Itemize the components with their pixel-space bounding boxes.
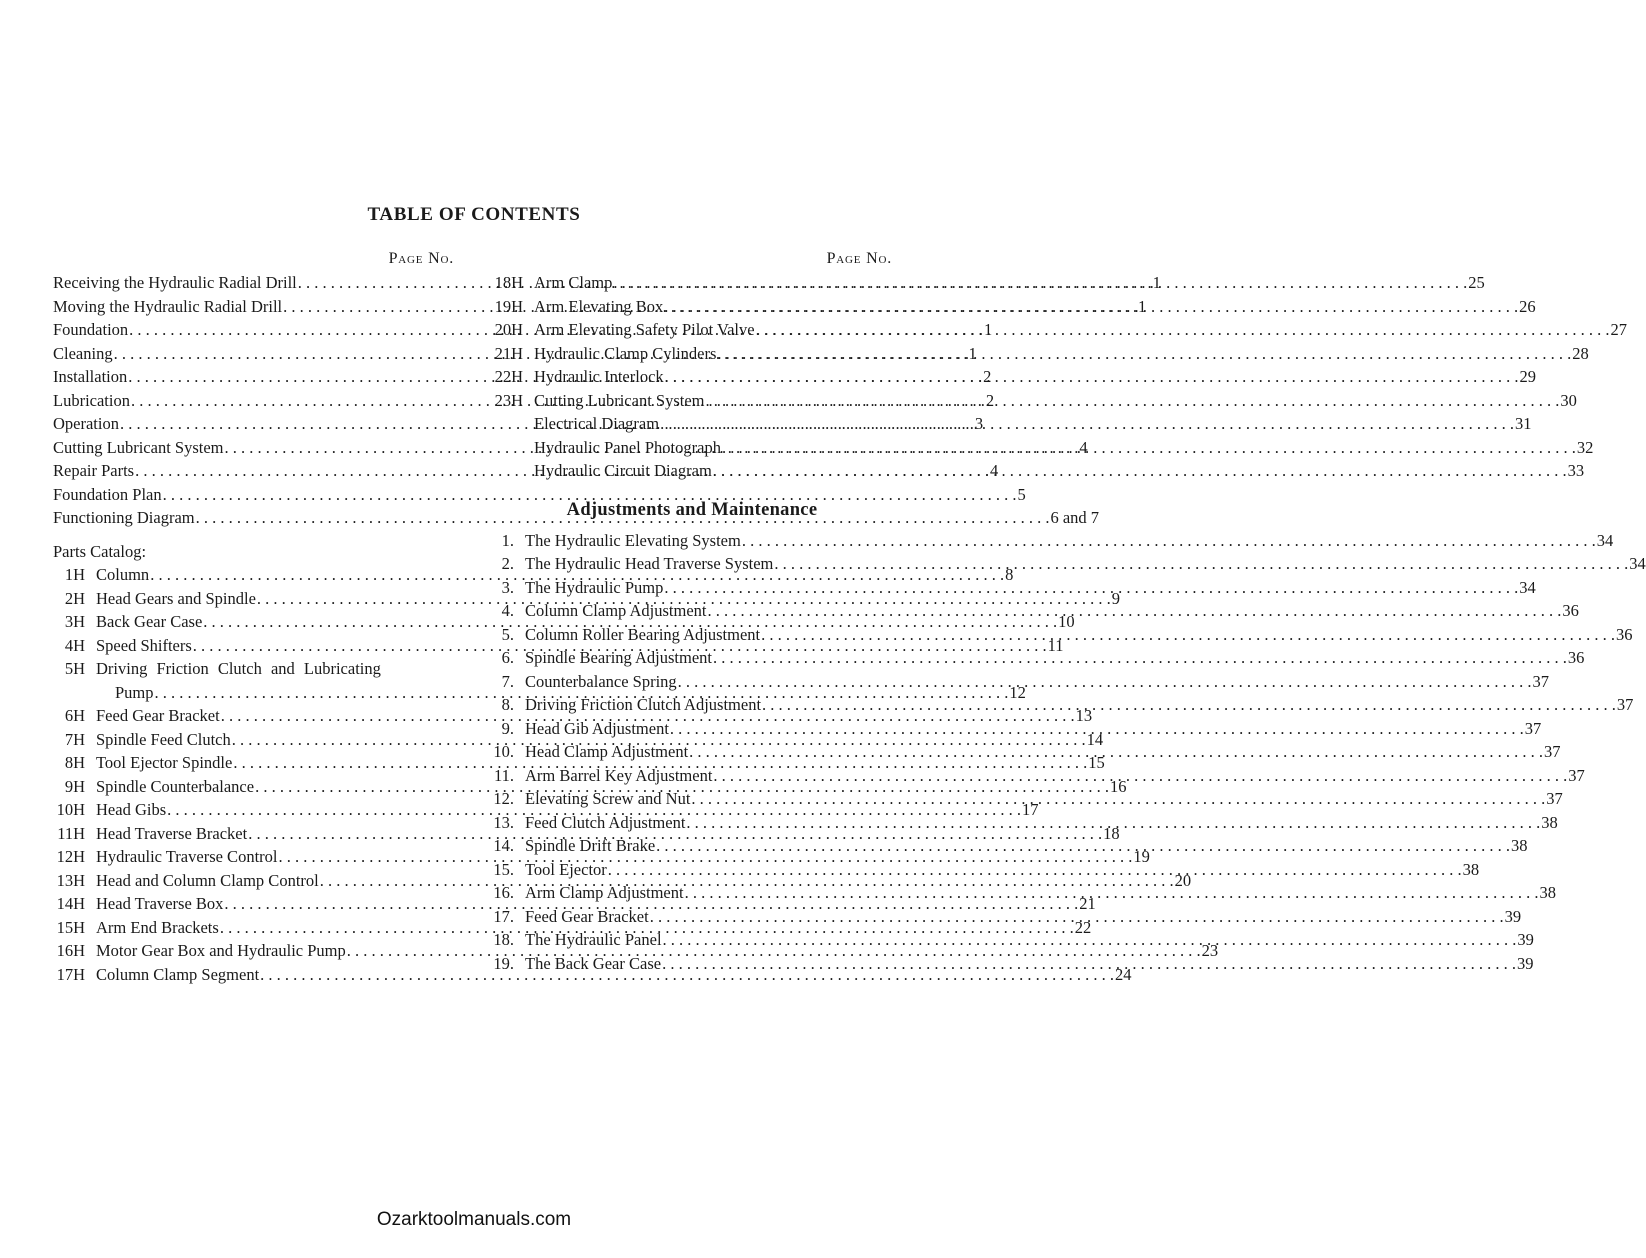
entry-title: Head Gib Adjustment — [525, 718, 669, 738]
entry-number: 16. — [493, 883, 514, 902]
entry-number: 6. — [501, 648, 514, 667]
entry-number: 18. — [493, 930, 514, 949]
entry-page: 28 — [1572, 343, 1589, 363]
entry-page: 29 — [1519, 367, 1537, 386]
entry-page: 12 — [1009, 682, 1026, 702]
entry-page: 37 — [1568, 765, 1585, 785]
toc-entry — [492, 271, 1485, 295]
entry-number: 23H — [494, 390, 523, 410]
entry-page: 27 — [1610, 320, 1627, 339]
entry-number: 8. — [501, 695, 514, 714]
entry-number: 3H — [64, 612, 85, 631]
dot-leader — [756, 318, 1610, 342]
entry-page: 10 — [1058, 612, 1075, 631]
entry-number: 1H — [64, 565, 85, 584]
page-no-header — [492, 247, 892, 271]
entry-page: 39 — [1504, 906, 1522, 926]
dot-leader — [660, 412, 1514, 436]
entry-title: Hydraulic Panel Photograph — [534, 437, 721, 457]
entry-title: Head Gears and Spindle — [96, 588, 256, 608]
entry-number: 15. — [493, 859, 514, 879]
entry-title: Spindle Feed Clutch — [96, 729, 231, 749]
entry-page: 31 — [1514, 414, 1532, 433]
entry-page: 39 — [1517, 930, 1534, 949]
entry-page: 13 — [1075, 706, 1093, 725]
entry-page: 25 — [1468, 273, 1485, 292]
dot-leader — [774, 552, 1628, 576]
entry-title: Tool Ejector Spindle — [96, 753, 233, 772]
entry-title: Head Traverse Box — [96, 894, 224, 913]
entry-page: 1 — [984, 320, 993, 339]
dot-leader — [670, 717, 1524, 741]
entry-title: The Hydraulic Pump — [525, 577, 664, 597]
entry-page: 33 — [1567, 461, 1585, 480]
entry-page: 26 — [1519, 296, 1536, 316]
entry-title: Arm Elevating Safety Pilot Valve — [534, 320, 755, 339]
entry-page: 2 — [983, 367, 992, 386]
entry-number: 10H — [56, 800, 85, 819]
entry-title: Installation — [53, 367, 128, 386]
entry-number: 2H — [64, 588, 85, 608]
entry-title: Feed Clutch Adjustment — [525, 812, 686, 832]
dot-leader — [713, 646, 1567, 670]
dot-leader — [664, 576, 1518, 600]
dot-leader — [722, 436, 1576, 460]
entry-page: 18 — [1103, 823, 1120, 843]
entry-title: Arm Clamp — [534, 273, 613, 292]
entry-page: 15 — [1088, 753, 1105, 772]
entry-number: 7H — [64, 729, 85, 749]
toc-entry — [492, 365, 1537, 389]
entry-title: Lubrication — [53, 390, 130, 410]
entry-title: Column Clamp Adjustment — [525, 601, 707, 620]
toc-entry — [492, 576, 1536, 600]
entry-page: 39 — [1516, 953, 1534, 973]
entry-number: 12H — [56, 847, 85, 866]
entry-number: 15H — [56, 917, 85, 937]
entry-page: 24 — [1115, 964, 1132, 984]
adjustments-heading: Adjustments and Maintenance — [566, 499, 818, 520]
dot-leader — [761, 623, 1615, 647]
dot-leader — [762, 693, 1616, 717]
dot-leader — [663, 928, 1517, 952]
entry-number: 4H — [64, 635, 85, 655]
entry-number: 12. — [493, 789, 514, 808]
entry-number: 19. — [493, 953, 514, 973]
dot-leader — [706, 389, 1560, 413]
entry-page: 36 — [1615, 624, 1633, 644]
entry-number: 21H — [494, 343, 523, 363]
entry-title: Speed Shifters — [96, 635, 192, 655]
entry-title: Head and Column Clamp Control — [96, 870, 319, 890]
entry-title: Arm End Brackets — [96, 917, 219, 937]
toc-entry — [492, 295, 1536, 319]
parts-catalog-heading: Parts Catalog: — [53, 541, 147, 561]
entry-page: 32 — [1576, 437, 1594, 457]
entry-page: 1 — [1152, 273, 1161, 292]
dot-leader — [708, 599, 1562, 623]
dot-leader — [656, 834, 1510, 858]
dot-leader — [665, 365, 1519, 389]
entry-title: Motor Gear Box and Hydraulic Pump — [96, 941, 346, 960]
entry-number: 1. — [501, 530, 514, 550]
toc-entry — [492, 389, 1577, 413]
entry-page: 21 — [1079, 894, 1096, 913]
entry-title: Foundation Plan — [53, 484, 162, 504]
entry-title: Foundation — [53, 320, 129, 339]
entry-page: 20 — [1174, 870, 1192, 890]
entry-number: 11. — [493, 765, 514, 785]
entry-title: Counterbalance Spring — [525, 671, 677, 691]
toc-entry — [492, 646, 1585, 670]
entry-title: The Hydraulic Panel — [525, 930, 662, 949]
toc-entry — [492, 318, 1627, 342]
entry-page: 14 — [1086, 729, 1104, 749]
entry-title: Hydraulic Circuit Diagram — [534, 461, 712, 480]
entry-number: 10. — [493, 742, 514, 761]
entry-page: 30 — [1560, 390, 1577, 410]
entry-title: Hydraulic Clamp Cylinders — [534, 343, 717, 363]
entry-page: 36 — [1562, 601, 1579, 620]
dot-leader — [650, 905, 1504, 929]
entry-number: 2. — [501, 554, 514, 573]
entry-title: Hydraulic Traverse Control — [96, 847, 278, 866]
entry-page: 37 — [1544, 742, 1561, 761]
entry-page: 38 — [1541, 812, 1558, 832]
entry-title: Operation — [53, 414, 119, 433]
entry-title: Hydraulic Interlock — [534, 367, 664, 386]
entry-page: 4 — [989, 461, 999, 480]
entry-page: 34 — [1596, 530, 1614, 550]
entry-page: 37 — [1532, 671, 1550, 691]
entry-page: 19 — [1133, 847, 1150, 866]
entry-title: Head Traverse Bracket — [96, 823, 248, 843]
entry-title: Arm Clamp Adjustment — [525, 883, 684, 902]
dot-leader — [686, 811, 1540, 835]
entry-page: 1 — [1138, 296, 1147, 316]
toc-entry — [492, 459, 1585, 483]
page-title: TABLE OF CONTENTS — [367, 204, 581, 225]
entry-number: 16H — [56, 941, 85, 960]
entry-number: 22H — [494, 367, 523, 386]
entry-page: 38 — [1462, 859, 1480, 879]
entry-number: 5H — [64, 659, 85, 678]
entry-title: Feed Gear Bracket — [96, 706, 220, 725]
entry-number: 14. — [493, 836, 514, 855]
entry-number: 9. — [501, 718, 514, 738]
dot-leader — [678, 670, 1532, 694]
entry-title: Pump — [115, 682, 154, 702]
toc-entry — [492, 342, 1589, 366]
entry-title: The Hydraulic Head Traverse System — [525, 554, 774, 573]
entry-page: 36 — [1567, 648, 1585, 667]
entry-number: 9H — [64, 776, 85, 796]
entry-page: 4 — [1079, 437, 1088, 457]
entry-number: 5. — [501, 624, 514, 644]
entry-title: Cutting Lubricant System — [534, 390, 705, 410]
entry-number: 14H — [56, 894, 85, 913]
parts-entries-continued — [492, 271, 1627, 483]
entry-title: Column — [96, 565, 150, 584]
dot-leader — [613, 271, 1467, 295]
entry-page: 6 and 7 — [1050, 508, 1100, 527]
entry-page: 9 — [1111, 588, 1121, 608]
entry-title: Tool Ejector — [525, 859, 607, 879]
entry-number: 8H — [64, 753, 85, 772]
entry-title: Spindle Bearing Adjustment — [525, 648, 712, 667]
entry-title: Arm Barrel Key Adjustment — [525, 765, 713, 785]
entry-number: 17H — [56, 964, 85, 984]
dot-leader — [608, 858, 1462, 882]
toc-entry — [492, 436, 1594, 460]
footer-watermark: Ozarktoolmanuals.com — [376, 1209, 572, 1230]
dot-leader — [662, 952, 1516, 976]
dot-leader — [689, 740, 1543, 764]
entry-page: 5 — [1017, 484, 1026, 504]
entry-title: Electrical Diagram — [534, 414, 660, 433]
entry-page: 37 — [1616, 695, 1634, 714]
entry-number: 4. — [501, 601, 514, 620]
page-no-header — [53, 247, 454, 271]
entry-title: The Back Gear Case — [525, 953, 662, 973]
entry-title: Functioning Diagram — [53, 508, 195, 527]
entry-number: 20H — [494, 320, 523, 339]
dot-leader — [691, 787, 1545, 811]
toc-entry — [53, 483, 1026, 507]
entry-title-line1: Driving Friction Clutch and Lubricating — [96, 659, 381, 678]
toc-entry — [53, 657, 454, 681]
entry-title: Repair Parts — [53, 461, 135, 480]
entry-page: 37 — [1546, 789, 1563, 808]
entry-page: 34 — [1629, 554, 1646, 573]
entry-number: 7. — [501, 671, 514, 691]
toc-entry — [492, 412, 1532, 436]
page-no-label: Page No. — [826, 250, 892, 267]
entry-title: Head Gibs — [96, 800, 167, 819]
toc-entry — [492, 552, 1646, 576]
entry-page: 17 — [1021, 800, 1039, 819]
entry-title: Cleaning — [53, 343, 113, 363]
entry-number: 11H — [57, 823, 85, 843]
entry-title: Back Gear Case — [96, 612, 203, 631]
entry-number: 19H — [494, 296, 523, 316]
entry-title: Elevating Screw and Nut — [525, 789, 691, 808]
entry-title: Head Clamp Adjustment — [525, 742, 689, 761]
entry-page: 37 — [1524, 718, 1542, 738]
entry-page: 38 — [1511, 836, 1528, 855]
entry-title: Spindle Counterbalance — [96, 776, 255, 796]
dot-leader — [713, 459, 1567, 483]
entry-page: 34 — [1519, 577, 1536, 597]
dot-leader — [717, 342, 1571, 366]
entry-page: 38 — [1539, 883, 1556, 902]
entry-title: Cutting Lubricant System — [53, 437, 224, 457]
dot-leader — [713, 764, 1567, 788]
entry-page: 3 — [974, 414, 984, 433]
entry-title: The Hydraulic Elevating System — [525, 530, 741, 550]
entry-number: 18H — [494, 273, 523, 292]
entry-title: Driving Friction Clutch Adjustment — [525, 695, 762, 714]
entry-page: 2 — [985, 390, 995, 410]
entry-page: 23 — [1201, 941, 1219, 960]
entry-title: Spindle Drift Brake — [525, 836, 656, 855]
dot-leader — [664, 295, 1518, 319]
entry-number: 3. — [501, 577, 514, 597]
entry-page: 1 — [968, 343, 977, 363]
entry-title: Column Roller Bearing Adjustment — [525, 624, 761, 644]
entry-number: 13. — [493, 812, 514, 832]
page-no-label: Page No. — [388, 250, 454, 267]
entry-title: Moving the Hydraulic Radial Drill — [53, 296, 283, 316]
entry-number: 13H — [56, 870, 85, 890]
entry-number: 6H — [64, 706, 85, 725]
toc-entry — [492, 529, 1614, 553]
entry-title: Receiving the Hydraulic Radial Drill — [53, 273, 297, 292]
entry-title: Arm Elevating Box — [534, 296, 664, 316]
entry-title: Column Clamp Segment — [96, 964, 260, 984]
entry-page: 8 — [1005, 565, 1014, 584]
entry-page: 22 — [1074, 917, 1092, 937]
entry-title: Feed Gear Bracket — [525, 906, 649, 926]
entry-page: 11 — [1047, 635, 1064, 655]
dot-leader — [742, 529, 1596, 553]
entry-number: 17. — [493, 906, 514, 926]
entry-page: 16 — [1109, 776, 1127, 796]
dot-leader — [685, 881, 1539, 905]
